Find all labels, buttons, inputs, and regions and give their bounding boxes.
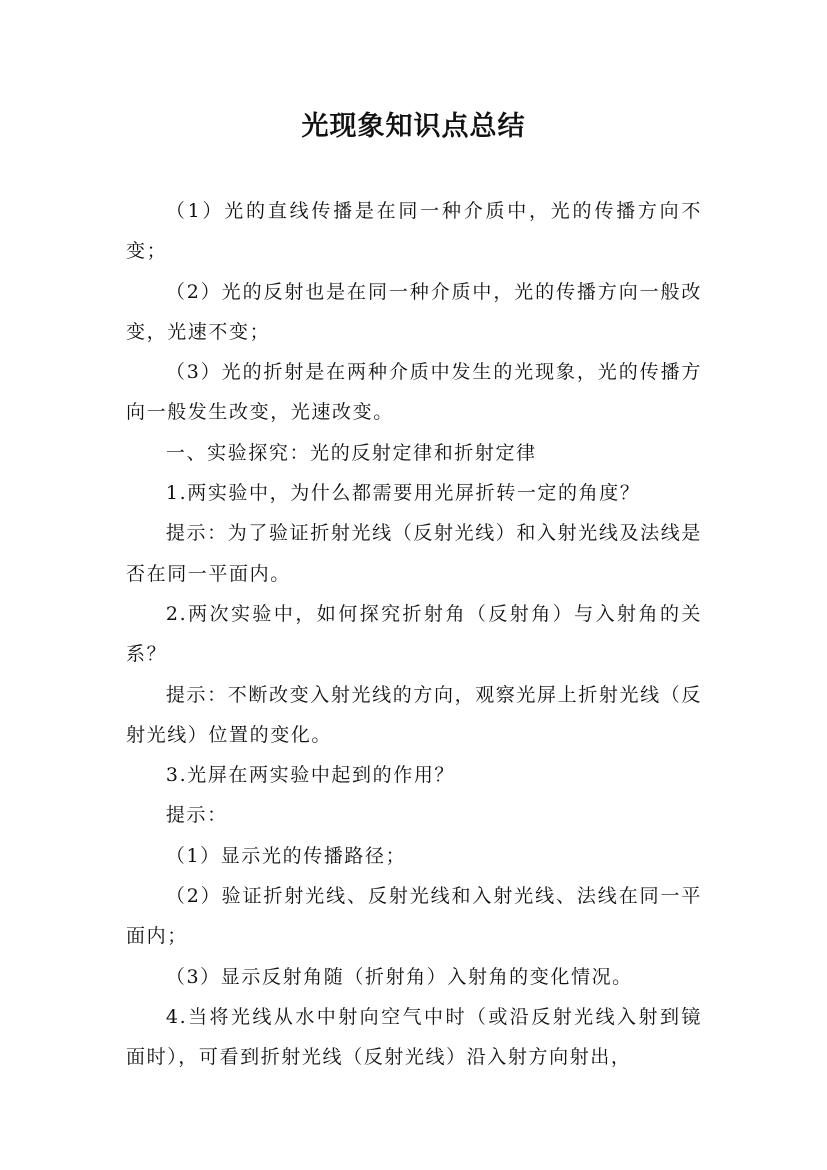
- paragraph-1: （1）光的直线传播是在同一种介质中，光的传播方向不变；: [126, 200, 702, 263]
- answer-3-item-1: （1）显示光的传播路径；: [165, 844, 407, 867]
- paragraph-2: （2）光的反射也是在同一种介质中，光的传播方向一般改变，光速不变；: [126, 280, 702, 343]
- question-2: 2.两次实验中，如何探究折射角（反射角）与入射角的关系？: [126, 602, 702, 666]
- document-title: 光现象知识点总结: [301, 111, 526, 142]
- paragraph-3: （3）光的折射是在两种介质中发生的光现象，光的传播方向一般发生改变，光速改变。: [126, 361, 702, 424]
- question-1: 1.两实验中，为什么都需要用光屏折转一定的角度？: [165, 482, 641, 505]
- section-heading: 一、实验探究：光的反射定律和折射定律: [165, 441, 537, 464]
- document-body: [126, 191, 702, 1078]
- answer-1: 提示：为了验证折射光线（反射光线）和入射光线及法线是否在同一平面内。: [126, 522, 702, 585]
- answer-3-item-2: （2）验证折射光线、反射光线和入射光线、法线在同一平面内；: [126, 885, 702, 948]
- answer-3-item-3: （3）显示反射角随（折射角）入射角的变化情况。: [165, 965, 633, 988]
- answer-2: 提示：不断改变入射光线的方向，观察光屏上折射光线（反射光线）位置的变化。: [126, 683, 702, 746]
- question-3: 3.光屏在两实验中起到的作用？: [165, 764, 456, 787]
- question-4: 4.当将光线从水中射向空气中时（或沿反射光线入射到镜面时），可看到折射光线（反射光线）沿入射方向射出，: [126, 1005, 702, 1069]
- answer-3-label: 提示：: [165, 804, 228, 827]
